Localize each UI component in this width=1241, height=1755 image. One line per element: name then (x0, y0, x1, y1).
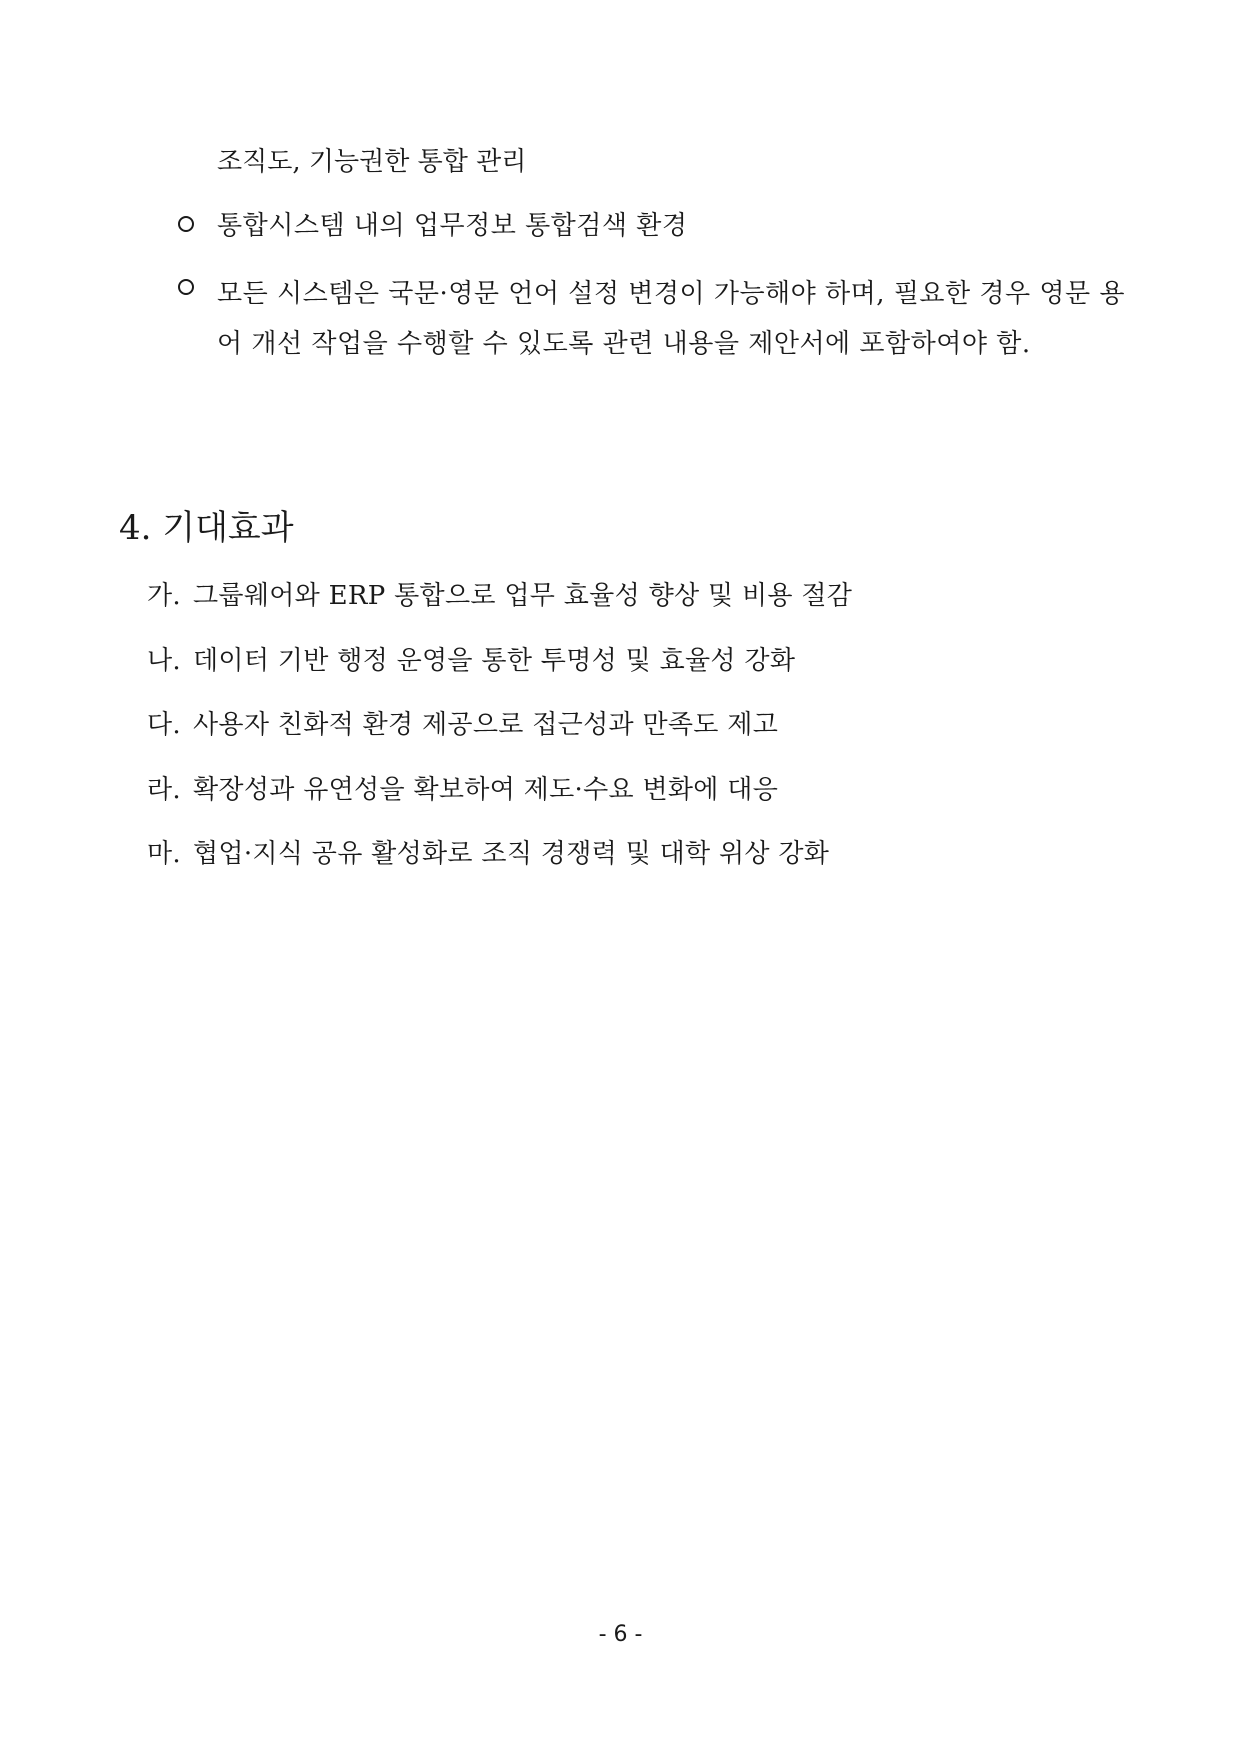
bullet-item (178, 206, 1128, 246)
item-text: 데이터 기반 행정 운영을 통한 투명성 및 효율성 강화 (192, 645, 796, 676)
list-item (147, 576, 852, 641)
page-number: - 6 - (598, 1622, 643, 1647)
section-heading: 4. 기대효과 (119, 508, 294, 548)
list-item (147, 705, 852, 770)
circle-bullet-icon (178, 216, 194, 232)
item-text: 확장성과 유연성을 확보하여 제도·수요 변화에 대응 (192, 774, 779, 805)
item-text: 그룹웨어와 ERP 통합으로 업무 효율성 향상 및 비용 절감 (192, 581, 853, 611)
item-text: 협업·지식 공유 활성화로 조직 경쟁력 및 대학 위상 강화 (192, 839, 830, 869)
item-number: 마. (147, 839, 181, 869)
bullet-text: 모든 시스템은 국문·영문 언어 설정 변경이 가능해야 하며, 필요한 경우 영문 용어 개선 작업을 수행할 수 있도록 관련 내용을 제안서에 포함하여야 함. (217, 279, 1126, 359)
list-item (147, 770, 852, 835)
item-number: 라. (147, 774, 181, 805)
circle-bullet-icon (178, 279, 194, 295)
expected-effects-list (147, 576, 852, 899)
list-item (147, 834, 852, 899)
item-number: 가. (147, 581, 181, 611)
continued-list-line: 조직도, 기능권한 통합 관리 (217, 147, 527, 177)
item-number: 다. (147, 710, 181, 740)
item-number: 나. (147, 645, 181, 676)
list-item (147, 641, 852, 706)
item-text: 사용자 친화적 환경 제공으로 접근성과 만족도 제고 (192, 710, 779, 740)
bullet-item (178, 269, 1128, 369)
bullet-text: 통합시스템 내의 업무정보 통합검색 환경 (217, 211, 688, 241)
